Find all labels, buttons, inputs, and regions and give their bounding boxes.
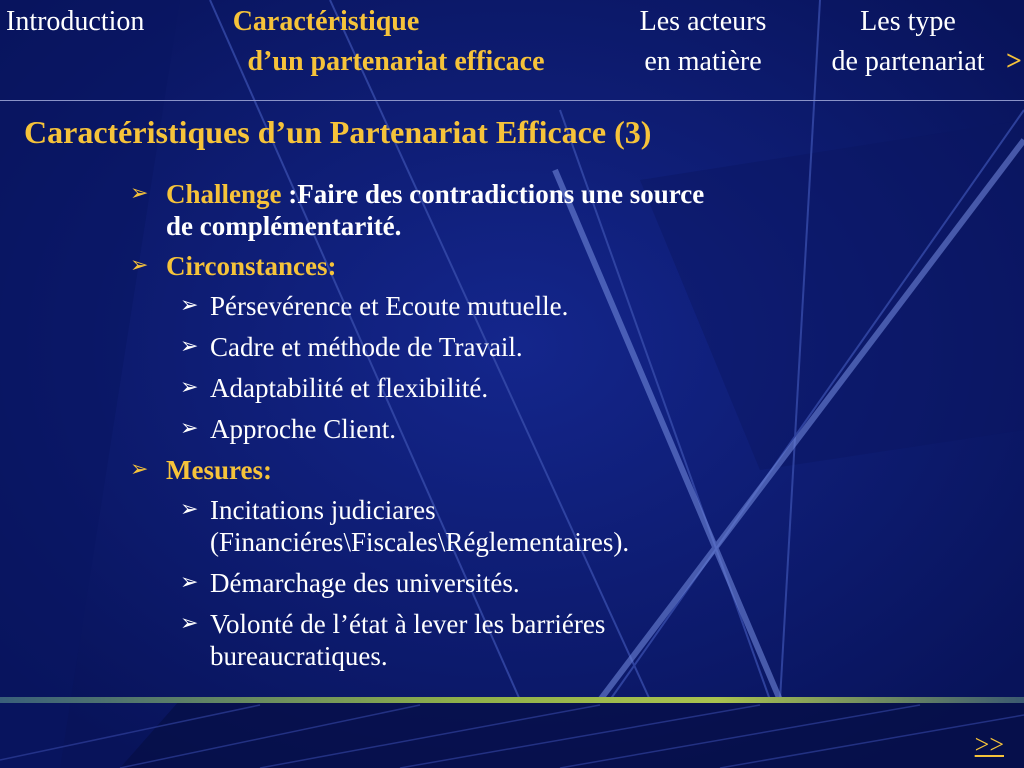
challenge-text-line1: :Faire des contradictions une source: [281, 179, 705, 209]
bullet-mesures: [130, 454, 890, 486]
list-item: [180, 608, 890, 672]
circonstance-text: Approche Client.: [210, 414, 396, 444]
next-slide-link[interactable]: >>: [974, 730, 1004, 759]
arrowhead-bullet-icon: ➢: [180, 375, 199, 400]
arrowhead-bullet-icon: ➢: [180, 334, 199, 359]
circonstances-label: Circonstances:: [166, 251, 337, 281]
mesure-text-line1: Incitations judiciares: [210, 495, 436, 525]
list-item: [180, 494, 890, 558]
arrowhead-bullet-icon: ➢: [180, 497, 199, 522]
arrowhead-bullet-icon: ➢: [180, 416, 199, 441]
arrowhead-bullet-icon: ➢: [130, 253, 149, 278]
bullet-circonstances: [130, 250, 890, 282]
nav-types-label-line2: de partenariat: [831, 46, 985, 77]
circonstance-text: Pérsevérence et Ecoute mutuelle.: [210, 291, 569, 321]
challenge-label: Challenge: [166, 179, 282, 209]
list-item: [180, 567, 890, 599]
circonstance-text: Adaptabilité et flexibilité.: [210, 373, 489, 403]
nav-types[interactable]: [808, 2, 1008, 82]
arrowhead-bullet-icon: ➢: [130, 457, 149, 482]
top-navigation: [0, 0, 1024, 100]
arrowhead-bullet-icon: ➢: [130, 181, 149, 206]
bullet-challenge: [130, 178, 890, 242]
slide-title: Caractéristiques d’un Partenariat Efficace (3): [24, 114, 652, 150]
list-item: [180, 290, 890, 322]
mesure-text-line1: Volonté de l’état à lever les barriéres: [210, 609, 606, 639]
list-item: [180, 331, 890, 363]
list-item: [180, 413, 890, 445]
list-item: [180, 372, 890, 404]
nav-caracteristique-label-line1: Caractéristique: [232, 6, 420, 37]
mesure-text-line2: bureaucratiques.: [210, 641, 388, 671]
nav-divider: [0, 100, 1024, 101]
nav-acteurs[interactable]: [612, 2, 794, 82]
footer-divider: [0, 697, 1024, 703]
nav-introduction-label: Introduction: [6, 6, 145, 37]
nav-acteurs-label-line2: en matière: [644, 46, 762, 77]
challenge-text-line2: de complémentarité.: [166, 211, 402, 241]
nav-types-label-line1: Les type: [860, 6, 956, 37]
nav-caracteristique[interactable]: [208, 2, 584, 82]
mesure-text-line1: Démarchage des universités.: [210, 568, 520, 598]
arrowhead-bullet-icon: ➢: [180, 293, 199, 318]
nav-more-arrow-icon[interactable]: >: [1006, 46, 1022, 77]
circonstance-text: Cadre et méthode de Travail.: [210, 332, 523, 362]
slide-content: [130, 178, 890, 681]
arrowhead-bullet-icon: ➢: [180, 611, 199, 636]
nav-acteurs-label-line1: Les acteurs: [639, 6, 767, 37]
mesure-text-line2: (Financiéres\Fiscales\Réglementaires).: [210, 527, 630, 557]
mesures-label: Mesures:: [166, 455, 272, 485]
arrowhead-bullet-icon: ➢: [180, 570, 199, 595]
nav-caracteristique-label-line2: d’un partenariat efficace: [247, 46, 545, 77]
